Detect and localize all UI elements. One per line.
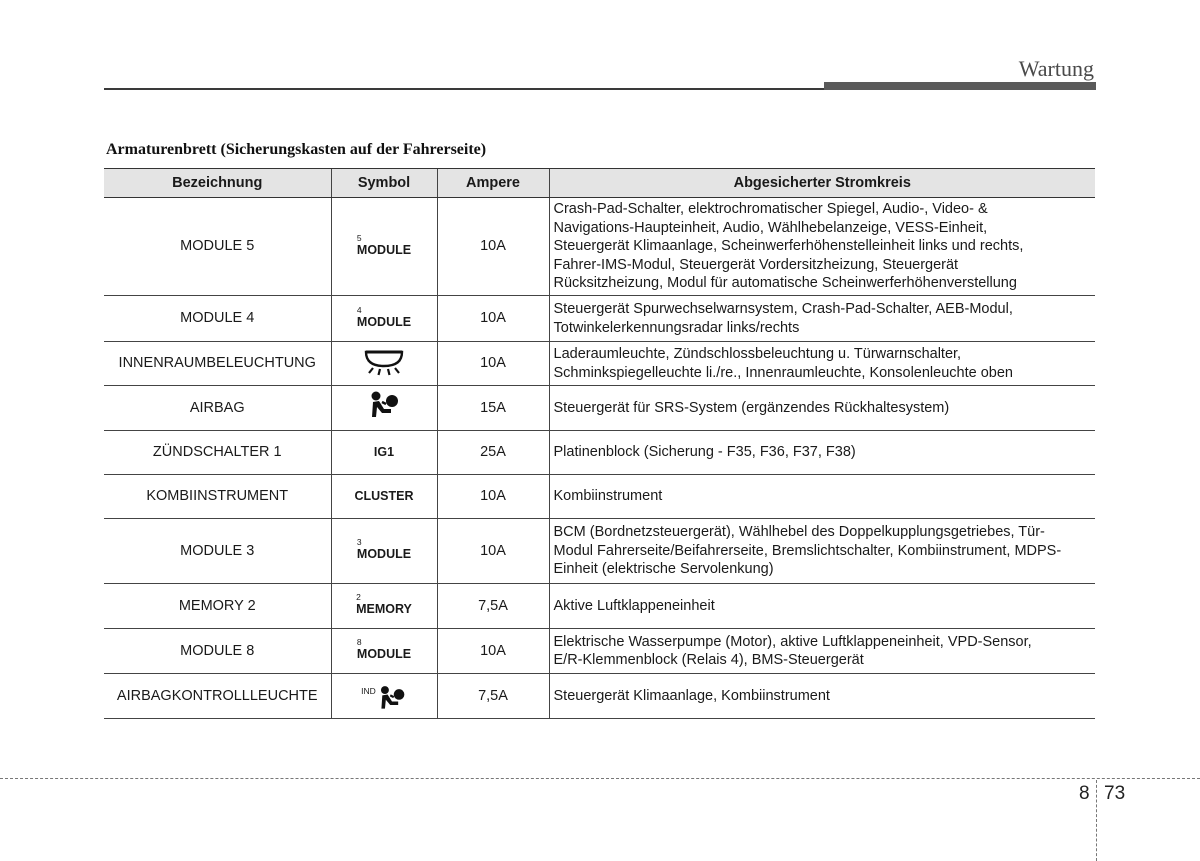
- page-number: 73: [1104, 783, 1126, 804]
- fuse-circuit: [549, 386, 1095, 431]
- fuse-table: [104, 168, 1095, 719]
- circuit-line: Steuergerät Klimaanlage, Kombiinstrument: [553, 687, 830, 704]
- symbol-label: MEMORY: [356, 602, 412, 617]
- symbol-indicator-label: IND: [361, 685, 376, 696]
- circuit-line: BCM (Bordnetzsteuergerät), Wählhebel des Doppelkupplungsgetriebes, Tür-: [553, 524, 1045, 541]
- table-header-row: [104, 169, 1095, 198]
- fuse-circuit: [549, 674, 1095, 719]
- symbol-label: MODULE: [356, 647, 412, 662]
- column-header: Symbol: [331, 169, 437, 198]
- fuse-symbol: [331, 342, 437, 386]
- fuse-name: MEMORY 2: [104, 584, 331, 629]
- symbol-number: 5: [356, 232, 362, 243]
- table-row: [104, 198, 1095, 296]
- symbol-number: 4: [356, 304, 362, 315]
- circuit-line: Modul Fahrerseite/Beifahrerseite, Bremslichtschalter, Kombiinstrument, MDPS-: [553, 542, 1062, 559]
- page-chapter-number: 8: [1079, 783, 1090, 804]
- fuse-ampere: 10A: [437, 198, 549, 296]
- fuse-ampere: 7,5A: [437, 674, 549, 719]
- fuse-ampere: 10A: [437, 475, 549, 519]
- fuse-name: KOMBIINSTRUMENT: [104, 475, 331, 519]
- symbol-label: MODULE: [356, 547, 412, 562]
- circuit-line: Elektrische Wasserpumpe (Motor), aktive Luftklappeneinheit, VPD-Sensor,: [553, 633, 1032, 650]
- fuse-symbol: [331, 386, 437, 431]
- fuse-ampere: 25A: [437, 431, 549, 475]
- table-row: [104, 519, 1095, 584]
- fuse-circuit: [549, 198, 1095, 296]
- column-header: Ampere: [437, 169, 549, 198]
- symbol-label: CLUSTER: [354, 489, 414, 504]
- header-bar: [824, 82, 1096, 90]
- section-title: Armaturenbrett (Sicherungskasten auf der Fahrerseite): [106, 141, 487, 158]
- fuse-symbol: [331, 519, 437, 584]
- symbol-number: 3: [356, 537, 362, 548]
- fuse-name: ZÜNDSCHALTER 1: [104, 431, 331, 475]
- fuse-circuit: [549, 629, 1095, 674]
- symbol-label: IG1: [373, 445, 395, 460]
- fuse-circuit: [549, 519, 1095, 584]
- circuit-line: Rücksitzheizung, Modul für automatische Scheinwerferhöhenverstellung: [553, 275, 1017, 292]
- column-header: Bezeichnung: [104, 169, 331, 198]
- fuse-symbol: [331, 475, 437, 519]
- circuit-line: Platinenblock (Sicherung - F35, F36, F37, F38): [553, 444, 856, 461]
- table-row: [104, 431, 1095, 475]
- airbag-icon: [367, 390, 401, 420]
- circuit-line: Einheit (elektrische Servolenkung): [553, 561, 774, 578]
- circuit-line: Fahrer-IMS-Modul, Steuergerät Vordersitzheizung, Steuergerät: [553, 256, 959, 273]
- header-rule: [104, 88, 824, 90]
- page-header-title: Wartung: [1018, 56, 1094, 81]
- fuse-ampere: 10A: [437, 629, 549, 674]
- fuse-symbol: [331, 198, 437, 296]
- fuse-symbol: [331, 431, 437, 475]
- table-row: [104, 475, 1095, 519]
- fuse-symbol: [331, 584, 437, 629]
- fuse-name: AIRBAG: [104, 386, 331, 431]
- fuse-name: AIRBAGKONTROLLLEUCHTE: [104, 674, 331, 719]
- fuse-symbol: [331, 674, 437, 719]
- circuit-line: Navigations-Haupteinheit, Audio, Wählhebelanzeige, VESS-Einheit,: [553, 219, 988, 236]
- table-row: [104, 386, 1095, 431]
- circuit-line: E/R-Klemmenblock (Relais 4), BMS-Steuergerät: [553, 652, 864, 668]
- fuse-ampere: 15A: [437, 386, 549, 431]
- circuit-line: Aktive Luftklappeneinheit: [553, 597, 715, 614]
- table-row: [104, 629, 1095, 674]
- fuse-circuit: [549, 431, 1095, 475]
- table-row: [104, 342, 1095, 386]
- table-row: [104, 584, 1095, 629]
- fuse-circuit: [549, 584, 1095, 629]
- fuse-circuit: [549, 475, 1095, 519]
- fuse-name: MODULE 3: [104, 519, 331, 584]
- circuit-line: Crash-Pad-Schalter, elektrochromatischer Spiegel, Audio-, Video- &: [553, 201, 988, 218]
- circuit-line: Totwinkelerkennungsradar links/rechts: [553, 319, 800, 336]
- circuit-line: Steuergerät Klimaanlage, Scheinwerferhöhenstelleinheit links und rechts,: [553, 238, 1024, 255]
- circuit-line: Steuergerät für SRS-System (ergänzendes Rückhaltesystem): [553, 399, 950, 416]
- fuse-name: INNENRAUMBELEUCHTUNG: [104, 342, 331, 386]
- column-header: Abgesicherter Stromkreis: [549, 169, 1095, 198]
- fuse-symbol: [331, 296, 437, 342]
- fuse-ampere: 10A: [437, 519, 549, 584]
- circuit-line: Kombiinstrument: [553, 488, 663, 505]
- interior-light-icon: [360, 346, 408, 376]
- fuse-circuit: [549, 342, 1095, 386]
- symbol-label: MODULE: [356, 242, 412, 257]
- footer-dashed-rule: [0, 778, 1200, 779]
- symbol-number: 2: [356, 592, 361, 603]
- fuse-name: MODULE 5: [104, 198, 331, 296]
- circuit-line: Laderaumleuchte, Zündschlossbeleuchtung u. Türwarnschalter,: [553, 346, 962, 362]
- footer-dashed-divider: [1096, 780, 1097, 861]
- symbol-number: 8: [356, 637, 362, 648]
- fuse-name: MODULE 4: [104, 296, 331, 342]
- fuse-ampere: 7,5A: [437, 584, 549, 629]
- fuse-ampere: 10A: [437, 296, 549, 342]
- fuse-ampere: 10A: [437, 342, 549, 386]
- circuit-line: Schminkspiegelleuchte li./re., Innenraumleuchte, Konsolenleuchte oben: [553, 364, 1013, 381]
- table-row: [104, 296, 1095, 342]
- fuse-name: MODULE 8: [104, 629, 331, 674]
- symbol-label: MODULE: [356, 314, 412, 329]
- airbag-indicator-icon: [377, 684, 407, 712]
- fuse-symbol: [331, 629, 437, 674]
- table-row: [104, 674, 1095, 719]
- fuse-circuit: [549, 296, 1095, 342]
- circuit-line: Steuergerät Spurwechselwarnsystem, Crash-Pad-Schalter, AEB-Modul,: [553, 301, 1013, 317]
